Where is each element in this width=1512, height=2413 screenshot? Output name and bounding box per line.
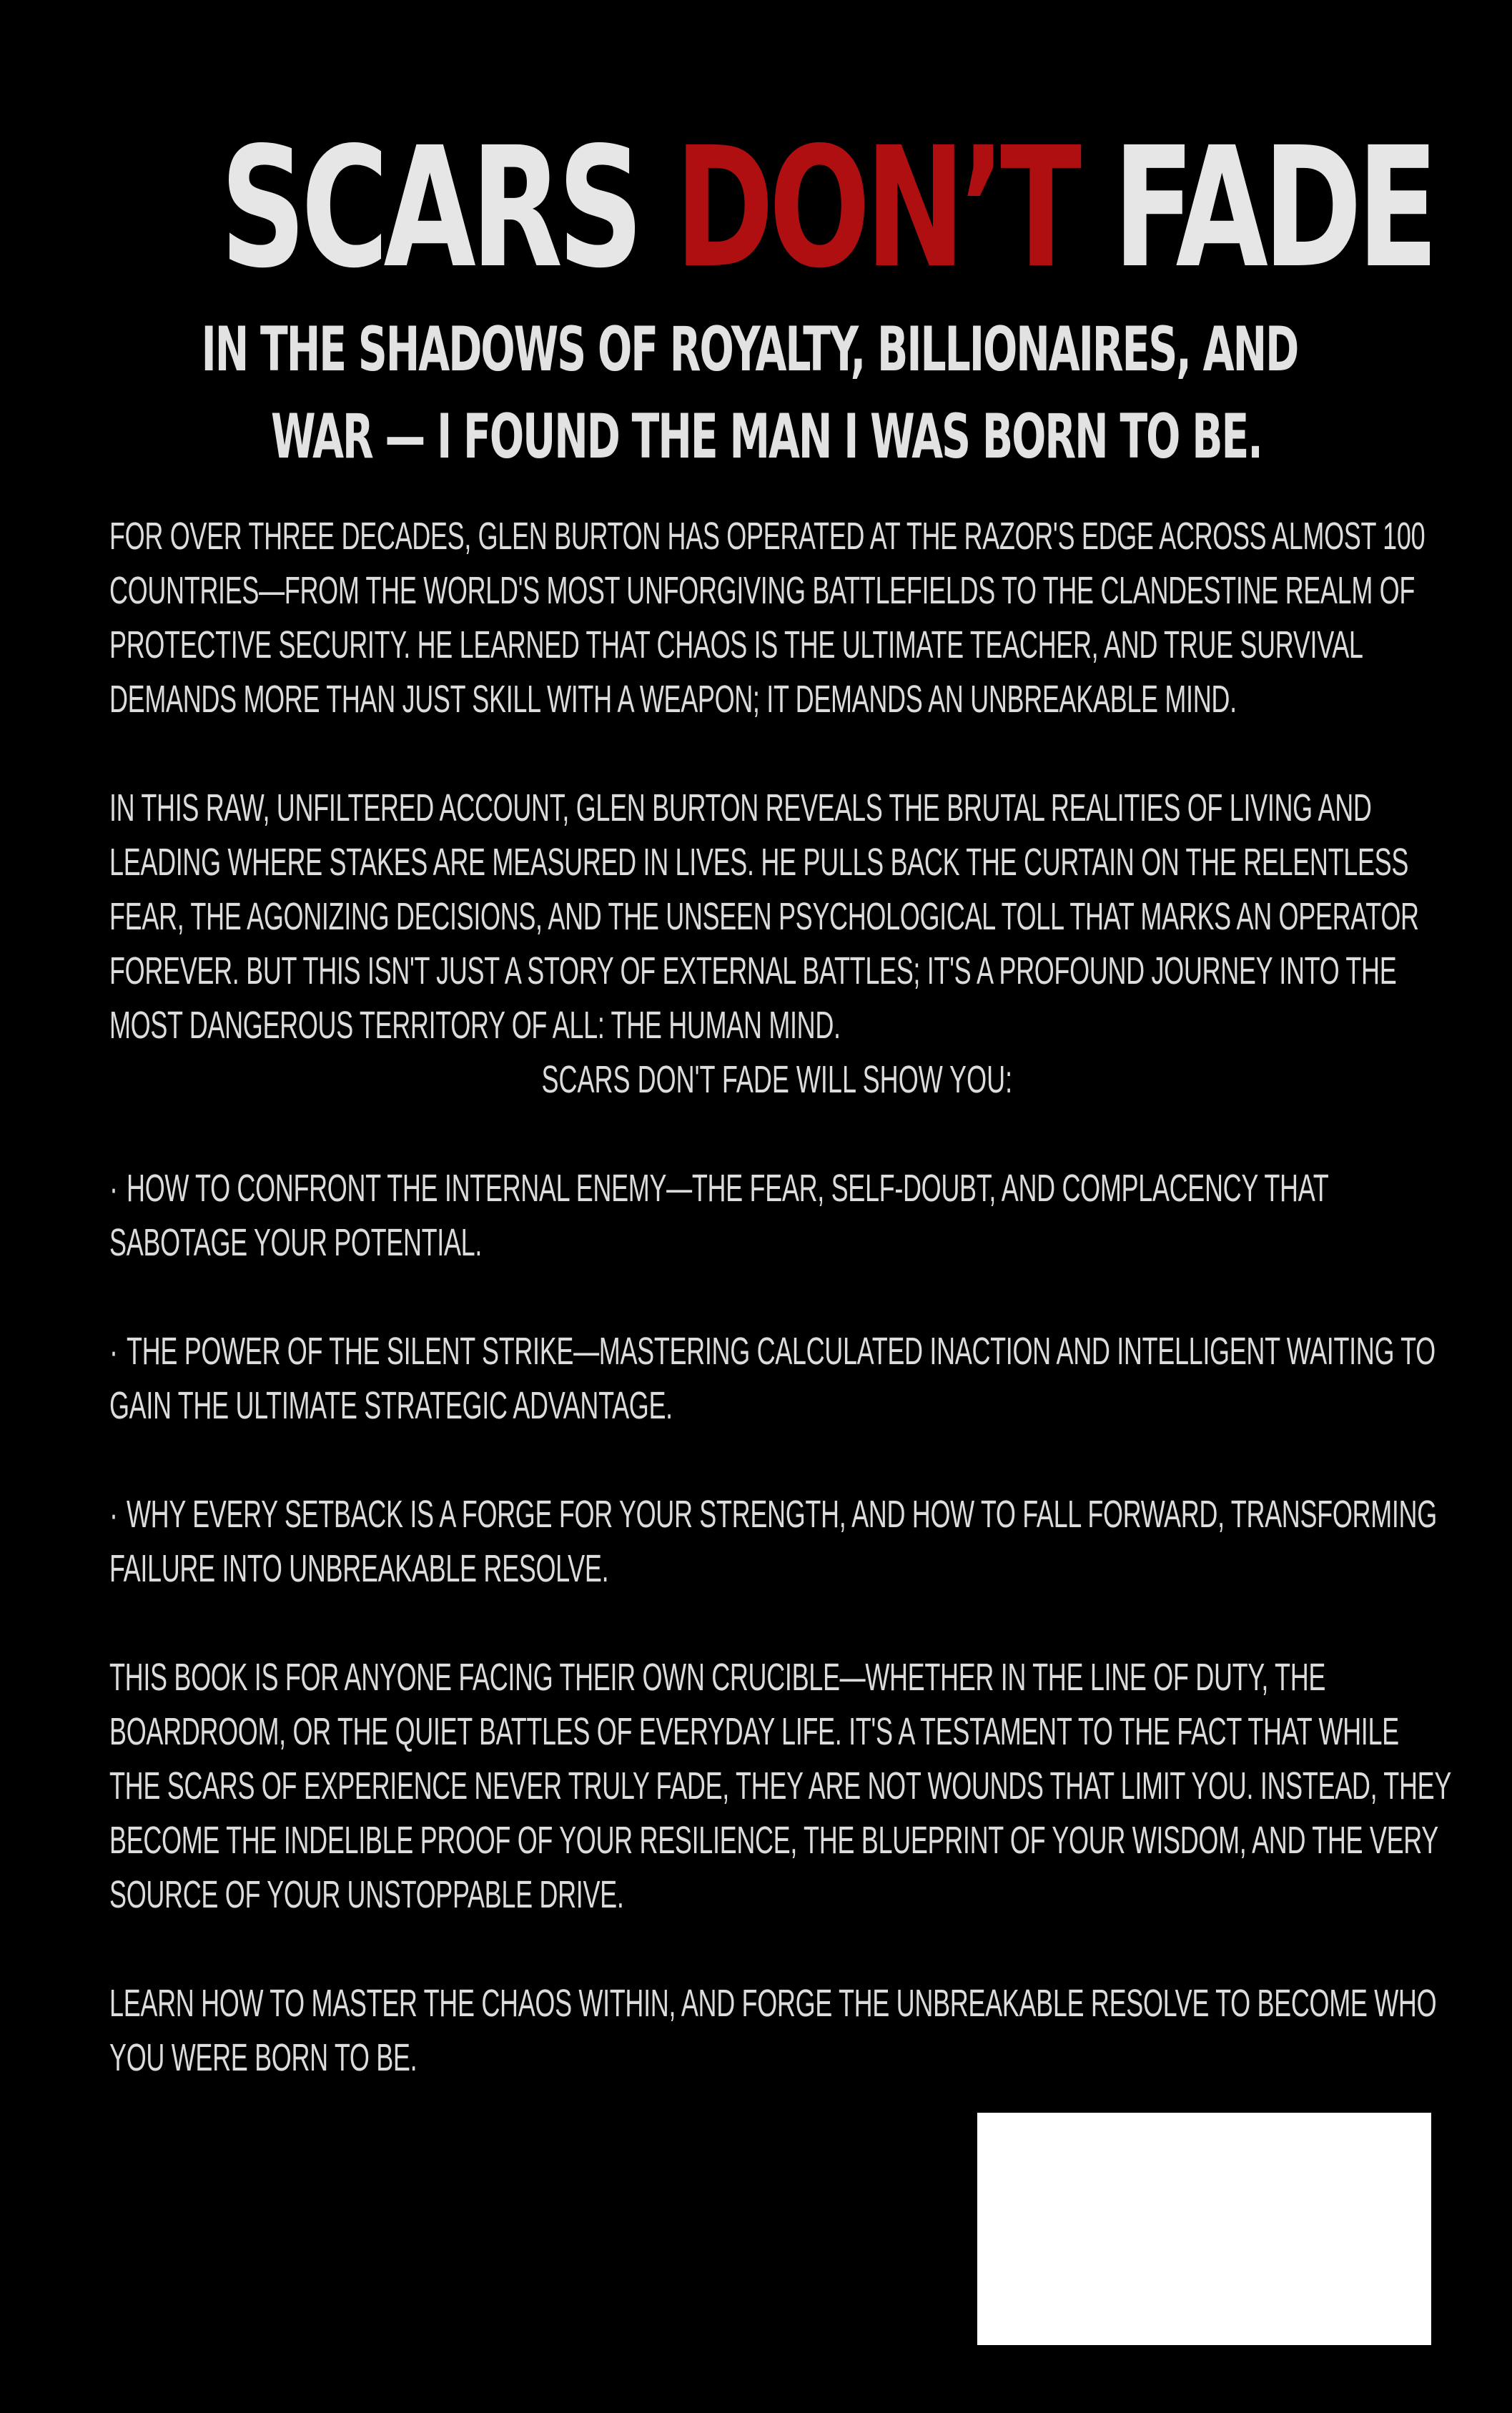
bullet-text-1: HOW TO CONFRONT THE INTERNAL ENEMY—THE FEAR, SELF-DOUBT, AND COMPLACENCY THAT SABOTAGE YOUR POTENTIAL. (109, 1167, 1328, 1264)
blurb-paragraph-2: IN THIS RAW, UNFILTERED ACCOUNT, GLEN BURTON REVEALS THE BRUTAL REALITIES OF LIVING AND LEADING WHERE STAKES ARE MEASURED IN LIVES. HE PULLS BACK THE CURTAIN ON THE RELENTLESS FEAR, THE AGONIZING DECISIONS, AND THE UNSEEN PSYCHOLOGICAL TOLL THAT MARKS AN OPERATOR FOREVER. BUT THIS ISN'T JUST A STORY OF EXTERNAL BATTLES; IT'S A PROFOUND JOURNEY INTO THE MOST DANGEROUS TERRITORY OF ALL: THE HUMAN MIND. (109, 786, 1419, 1047)
show-you-heading: SCARS DON'T FADE WILL SHOW YOU: (541, 1058, 1013, 1101)
paragraph-spacer (109, 1270, 1468, 1324)
bullet-dot-icon: · (109, 1493, 118, 1536)
paragraph-spacer (109, 1107, 1468, 1161)
title-part-scars: SCARS (219, 112, 676, 305)
title-part-dont: DON’T (675, 112, 1077, 305)
barcode-placeholder (977, 2113, 1431, 2345)
blurb-paragraph-4: LEARN HOW TO MASTER THE CHAOS WITHIN, AND FORGE THE UNBREAKABLE RESOLVE TO BECOME WHO YOU WERE BORN TO BE. (109, 1982, 1437, 2079)
bullet-text-2: THE POWER OF THE SILENT STRIKE—MASTERING CALCULATED INACTION AND INTELLIGENT WAITING TO GAIN THE ULTIMATE STRATEGIC ADVANTAGE. (109, 1330, 1436, 1427)
book-subtitle (201, 306, 1298, 480)
paragraph-spacer (109, 1596, 1468, 1650)
subtitle-line-2: WAR — I FOUND THE MAN I WAS BORN TO BE. (271, 401, 1262, 473)
bullet-text-3: WHY EVERY SETBACK IS A FORGE FOR YOUR STRENGTH, AND HOW TO FALL FORWARD, TRANSFORMING FAILURE INTO UNBREAKABLE RESOLVE. (109, 1493, 1437, 1590)
blurb-paragraph-3: THIS BOOK IS FOR ANYONE FACING THEIR OWN CRUCIBLE—WHETHER IN THE LINE OF DUTY, THE BOARDROOM, OR THE QUIET BATTLES OF EVERYDAY LIFE. IT'S A TESTAMENT TO THE FACT THAT WHILE THE SCARS OF EXPERIENCE NEVER TRULY FADE, THEY ARE NOT WOUNDS THAT LIMIT YOU. INSTEAD, THEY BECOME THE INDELIBLE PROOF OF YOUR RESILIENCE, THE BLUEPRINT OF YOUR WISDOM, AND THE VERY SOURCE OF YOUR UNSTOPPABLE DRIVE. (109, 1656, 1451, 1916)
paragraph-spacer (109, 1922, 1468, 1976)
bullet-item-1 (109, 1161, 1454, 1270)
blurb-paragraph-1: FOR OVER THREE DECADES, GLEN BURTON HAS OPERATED AT THE RAZOR'S EDGE ACROSS ALMOST 100 COUNTRIES—FROM THE WORLD'S MOST UNFORGIVING BATTLEFIELDS TO THE CLANDESTINE REALM OF PROTECTIVE SECURITY. HE LEARNED THAT CHAOS IS THE ULTIMATE TEACHER, AND TRUE SURVIVAL DEMANDS MORE THAN JUST SKILL WITH A WEAPON; IT DEMANDS AN UNBREAKABLE MIND. (109, 515, 1425, 721)
bullet-item-2 (109, 1324, 1454, 1433)
paragraph-spacer (109, 726, 1468, 781)
blurb-body (109, 509, 1468, 2085)
subtitle-line-1: IN THE SHADOWS OF ROYALTY, BILLIONAIRES, AND (201, 314, 1298, 385)
bullet-dot-icon: · (109, 1167, 118, 1210)
bullet-item-3 (109, 1487, 1454, 1596)
book-title (219, 112, 1434, 305)
bullet-dot-icon: · (109, 1330, 118, 1373)
paragraph-spacer (109, 1433, 1468, 1487)
title-part-fade: FADE (1076, 112, 1434, 305)
